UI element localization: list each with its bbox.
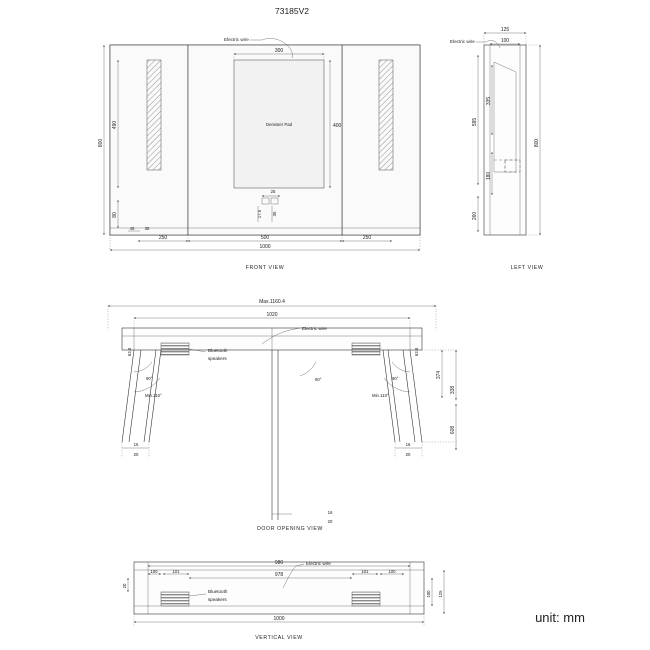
- unit-note: unit: mm: [535, 610, 585, 625]
- dim-vertical-left-101: 101: [172, 569, 180, 574]
- dim-mirror-width: 300: [274, 48, 284, 54]
- front-view: [98, 37, 420, 271]
- electric-wire-label-front: Electric wire: [224, 37, 249, 42]
- left-view-title: LEFT VIEW: [510, 265, 544, 271]
- dim-door-right-pad: 63.8: [414, 347, 419, 357]
- dim-front-small-45: 45: [129, 226, 135, 231]
- dim-door-608: 608: [450, 425, 456, 435]
- left-view: [450, 27, 543, 271]
- bluetooth-speakers-label-vertical-2: speakers: [208, 597, 227, 602]
- door-opening-view: [108, 299, 458, 532]
- angle-90-left: 90°: [146, 376, 153, 381]
- dim-left-inner-depth: 100: [500, 38, 510, 44]
- demister-pad-label: Demister Pad: [265, 122, 293, 127]
- vertical-view: [122, 560, 444, 641]
- dim-left-overall-height: 800: [534, 138, 540, 148]
- dim-front-35: 35: [272, 211, 277, 217]
- dim-mirror-height: 400: [333, 123, 342, 129]
- led-strip-right: [379, 60, 393, 170]
- dim-door-left-pad: 63.8: [127, 347, 132, 357]
- dim-front-bottom-height: 80: [112, 212, 118, 218]
- dim-front-seg-mid: 500: [260, 235, 270, 241]
- dim-door-leg-right-20: 20: [405, 452, 411, 457]
- dim-front-small-35: 35: [144, 226, 150, 231]
- dim-front-seg-right: 250: [362, 235, 372, 241]
- dim-door-leg-right-16: 16: [405, 442, 411, 447]
- dim-vertical-980: 980: [274, 560, 284, 566]
- dim-vertical-right-100: 100: [426, 590, 431, 598]
- dim-vertical-right-125: 125: [438, 590, 443, 598]
- dim-door-374: 374: [436, 370, 442, 380]
- vertical-view-title: VERTICAL VIEW: [255, 635, 303, 641]
- dim-door-max-width: Max.1160.4: [259, 299, 285, 305]
- dim-front-inner-height: 490: [112, 120, 118, 130]
- bluetooth-speaker-left-vertical: [161, 592, 189, 606]
- dim-vertical-978: 978: [274, 572, 284, 578]
- dim-front-overall-width: 1000: [259, 244, 271, 250]
- dim-vertical-right-101: 101: [361, 569, 369, 574]
- dim-door-leg-left-16: 16: [133, 442, 139, 447]
- dim-door-mid-20: 20: [327, 519, 333, 524]
- electric-wire-label-vertical: Electric wire: [306, 561, 331, 566]
- dim-front-overall-height: 800: [98, 138, 104, 148]
- bluetooth-speakers-label-vertical: Bluetooth: [208, 589, 228, 594]
- dim-left-335: 335: [486, 96, 492, 106]
- electric-wire-label-door: Electric wire: [302, 326, 327, 331]
- angle-90-right: 90°: [392, 376, 399, 381]
- dim-left-260: 260: [472, 211, 478, 221]
- page-title: 73185V2: [275, 6, 310, 16]
- door-opening-view-title: DOOR OPENING VIEW: [257, 526, 323, 532]
- left-cabinet-body: [484, 45, 526, 235]
- angle-min110-right: Min.110°: [372, 393, 389, 398]
- dim-vertical-1000: 1000: [273, 616, 285, 622]
- bluetooth-speaker-right-vertical: [352, 592, 380, 606]
- bluetooth-speakers-label-door: Bluetooth: [208, 348, 228, 353]
- angle-90-mid: 90°: [315, 377, 322, 382]
- dim-left-595: 595: [472, 117, 478, 127]
- dim-front-25: 25: [270, 189, 276, 194]
- dim-front-17-5: 17.5: [257, 209, 262, 219]
- angle-min110-left: Min.110°: [145, 393, 162, 398]
- led-strip-left: [147, 60, 161, 170]
- dim-left-180: 180: [486, 171, 492, 181]
- dim-door-body-width: 1020: [266, 312, 278, 318]
- dim-door-338: 338: [450, 385, 456, 395]
- dim-vertical-right-100: 100: [388, 569, 396, 574]
- dim-door-mid-16: 16: [327, 510, 333, 515]
- dim-vertical-left-100: 100: [150, 569, 158, 574]
- dim-front-seg-left: 250: [158, 235, 168, 241]
- dim-vertical-left-20: 20: [122, 583, 127, 589]
- electric-wire-label-left: Electric wire: [450, 39, 475, 44]
- dim-door-leg-left-20: 20: [133, 452, 139, 457]
- bluetooth-speaker-right: [352, 343, 380, 355]
- dim-left-depth: 125: [500, 27, 510, 33]
- front-view-title: FRONT VIEW: [245, 265, 285, 271]
- bluetooth-speaker-left: [161, 343, 189, 355]
- bluetooth-speakers-label-door-2: speakers: [208, 356, 227, 361]
